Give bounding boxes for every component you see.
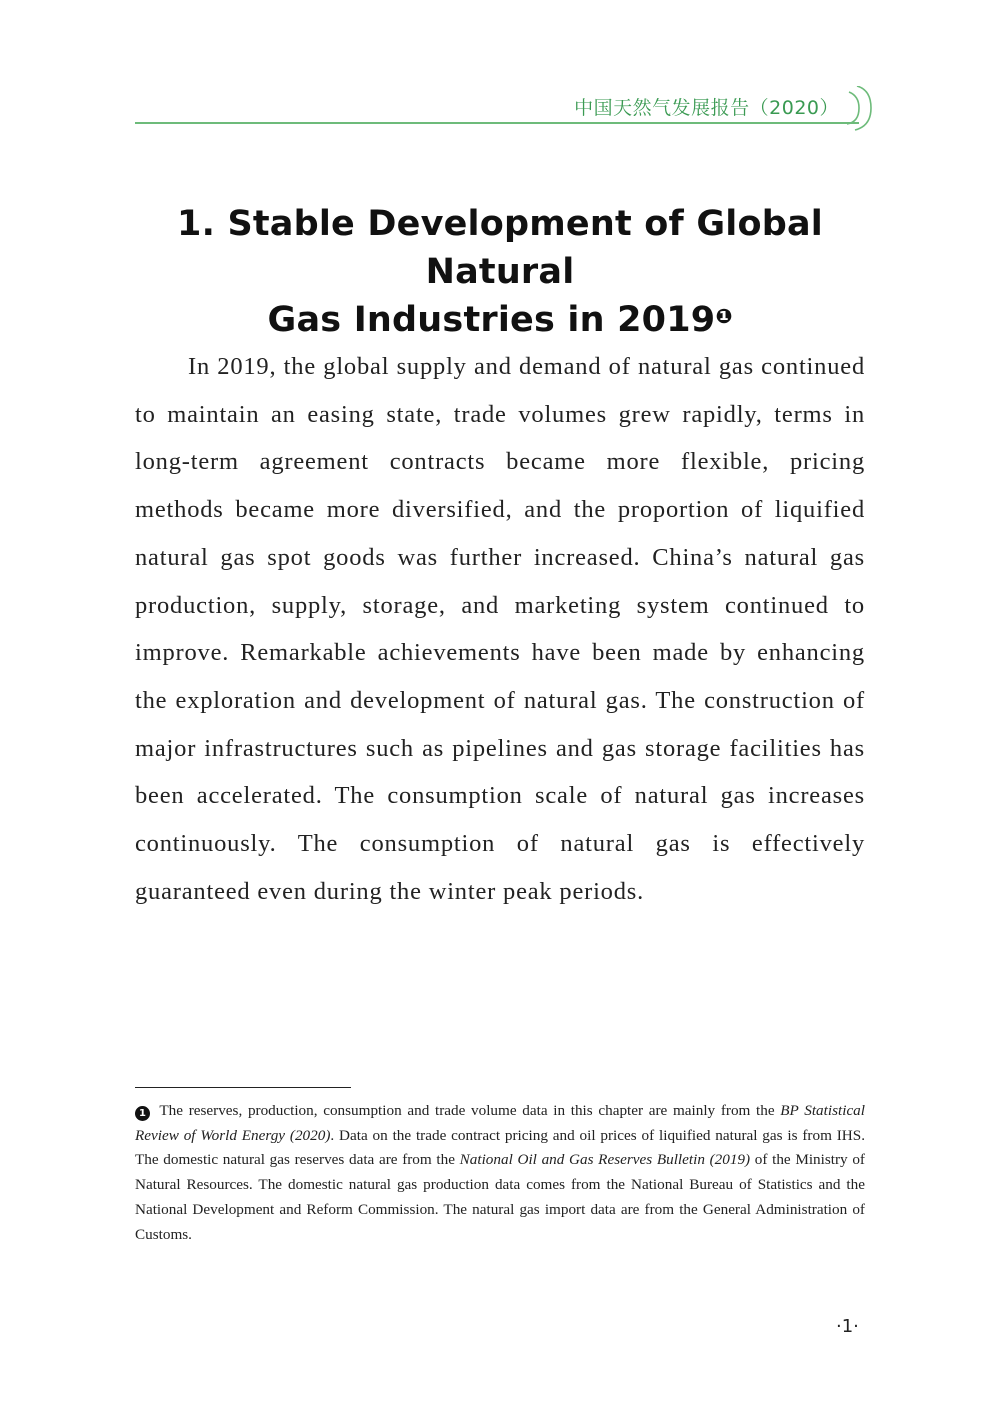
chapter-title-line-2 [120, 296, 880, 344]
header-rule [135, 122, 859, 124]
footnote-text-3: of the Ministry of Natural Resources. The domestic natural gas production data comes from the National Bureau of Statistics and the National Development and Reform Commission. The natural gas import data are from the General Administration of Customs. [135, 1151, 865, 1243]
footnote-text-1: The reserves, production, consumption and trade volume data in this chapter are mainly from the [154, 1102, 781, 1119]
body-text [135, 343, 865, 915]
footnote-separator [135, 1087, 351, 1088]
footnote [135, 1099, 865, 1247]
body-paragraph: In 2019, the global supply and demand of natural gas continued to maintain an easing state, trade volumes grew rapidly, terms in long-term agreement contracts became more flexible, pricing methods became more diversified, and the proportion of liquified natural gas spot goods was further increased. China’s natural gas production, supply, storage, and marketing system continued to improve. Remarkable achievements have been made by enhancing the exploration and development of natural gas. The construction of major infrastructures such as pipelines and gas storage facilities has been accelerated. The consumption scale of natural gas increases continuously. The consumption of natural gas is effectively guaranteed even during the winter peak periods. [135, 353, 865, 905]
footnote-source-bp: BP Statistical Review of World Energy (2020) [135, 1102, 865, 1144]
header-bracket-decoration [845, 86, 875, 132]
running-title: 中国天然气发展报告（2020） [574, 97, 839, 119]
footnote-marker: 1 [135, 1106, 150, 1121]
running-header [135, 86, 875, 132]
footnote-source-bulletin: National Oil and Gas Reserves Bulletin (2019) [459, 1151, 751, 1169]
page-number: ·1· [836, 1316, 859, 1337]
footnote-paragraph [135, 1099, 865, 1247]
footnote-text-2: . Data on the trade contract pricing and oil prices of liquified natural gas is from IHS. The domestic natural gas reserves data are from the [135, 1126, 865, 1169]
chapter-title-line-1: 1. Stable Development of Global Natural [177, 204, 823, 292]
chapter-title-line-2-text: Gas Industries in 2019 [267, 300, 716, 340]
footnote-reference[interactable]: ❶ [715, 304, 733, 328]
chapter-title [120, 200, 880, 344]
